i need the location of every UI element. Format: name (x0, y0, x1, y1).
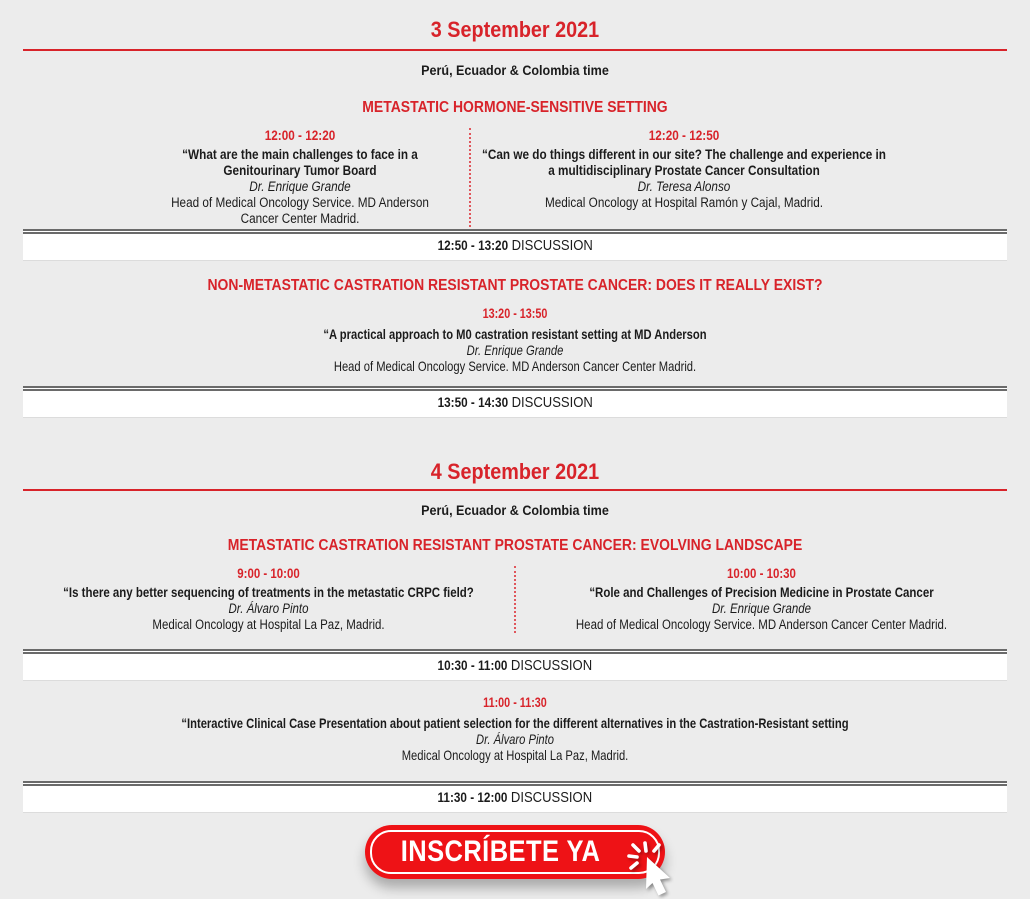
session-affiliation: Medical Oncology at Hospital Ramón y Cajal, Madrid. (544, 195, 824, 210)
discussion-time: 12:50 - 13:20 (437, 238, 508, 253)
red-rule (23, 489, 1007, 491)
session-title: “A practical approach to M0 castration resistant setting at MD Anderson (323, 326, 707, 342)
right-column (516, 566, 1007, 633)
day-1-session-1 (152, 128, 448, 227)
day-2-session-3 (121, 695, 908, 763)
session-speaker: Dr. Teresa Alonso (637, 179, 731, 194)
left-column (23, 566, 514, 633)
day-1-session-3 (121, 306, 908, 374)
day-2-section-1-title: METASTATIC CASTRATION RESISTANT PROSTATE CANCER: EVOLVING LANDSCAPE (227, 537, 803, 554)
discussion-label: DISCUSSION (511, 394, 593, 411)
right-column (471, 128, 1007, 227)
day-1-session-2 (480, 128, 889, 211)
day-1-section-1-title: METASTATIC HORMONE-SENSITIVE SETTING (362, 99, 668, 116)
session-speaker: Dr. Enrique Grande (711, 601, 812, 616)
discussion-bar (23, 781, 1007, 813)
session-time: 12:00 - 12:20 (264, 128, 336, 143)
day-1-timezone: Perú, Ecuador & Colombia time (421, 63, 609, 78)
session-title: “Role and Challenges of Precision Medicine in Prostate Cancer (589, 585, 934, 600)
day-2-section (23, 460, 1007, 813)
day-1-section-2-title: NON-METASTATIC CASTRATION RESISTANT PROSTATE CANCER: DOES IT REALLY EXIST? (207, 277, 823, 294)
session-affiliation: Head of Medical Oncology Service. MD Anderson Cancer Center Madrid. (171, 195, 429, 226)
discussion-time: 13:50 - 14:30 (437, 395, 508, 410)
day-1-sessions-row (23, 128, 1007, 227)
session-speaker: Dr. Álvaro Pinto (228, 601, 309, 616)
discussion-time: 11:30 - 12:00 (437, 790, 508, 805)
day-2-session-1 (60, 566, 477, 633)
discussion-bar (23, 229, 1007, 261)
session-affiliation: Medical Oncology at Hospital La Paz, Madrid. (401, 747, 629, 763)
discussion-bar (23, 649, 1007, 681)
register-button-label: INSCRÍBETE YA (400, 835, 601, 868)
session-time: 10:00 - 10:30 (727, 566, 796, 581)
day-2-date: 4 September 2021 (430, 459, 600, 484)
day-1-section (23, 18, 1007, 418)
session-speaker: Dr. Enrique Grande (466, 342, 564, 358)
discussion-label: DISCUSSION (511, 657, 593, 674)
session-affiliation: Medical Oncology at Hospital La Paz, Madrid. (152, 617, 385, 632)
session-title: “Interactive Clinical Case Presentation about patient selection for the different alternatives in the Castration-Resistant setting (181, 715, 849, 731)
session-title: “Is there any better sequencing of treatments in the metastatic CRPC field? (63, 585, 474, 600)
session-time: 9:00 - 10:00 (237, 566, 300, 581)
day-2-session-2 (553, 566, 970, 633)
session-time: 12:20 - 12:50 (648, 128, 720, 143)
discussion-bar (23, 386, 1007, 418)
day-1-date: 3 September 2021 (430, 17, 600, 42)
day-2-sessions-row (23, 566, 1007, 633)
cta-row (23, 825, 1007, 879)
discussion-label: DISCUSSION (511, 789, 593, 806)
session-title: “Can we do things different in our site? The challenge and experience in a multidisciplinary Prostate Cancer Consultation (482, 147, 886, 178)
discussion-time: 10:30 - 11:00 (437, 658, 508, 673)
session-time: 11:00 - 11:30 (483, 695, 547, 710)
register-button[interactable] (365, 825, 665, 879)
session-title: “What are the main challenges to face in a Genitourinary Tumor Board (182, 147, 418, 178)
day-2-timezone: Perú, Ecuador & Colombia time (421, 503, 609, 518)
session-speaker: Dr. Álvaro Pinto (475, 731, 554, 747)
session-affiliation: Head of Medical Oncology Service. MD Anderson Cancer Center Madrid. (333, 358, 697, 374)
session-speaker: Dr. Enrique Grande (249, 179, 351, 194)
session-time: 13:20 - 13:50 (482, 306, 548, 321)
left-column (23, 128, 469, 227)
red-rule (23, 49, 1007, 51)
session-affiliation: Head of Medical Oncology Service. MD Anderson Cancer Center Madrid. (575, 617, 948, 632)
discussion-label: DISCUSSION (511, 237, 593, 254)
